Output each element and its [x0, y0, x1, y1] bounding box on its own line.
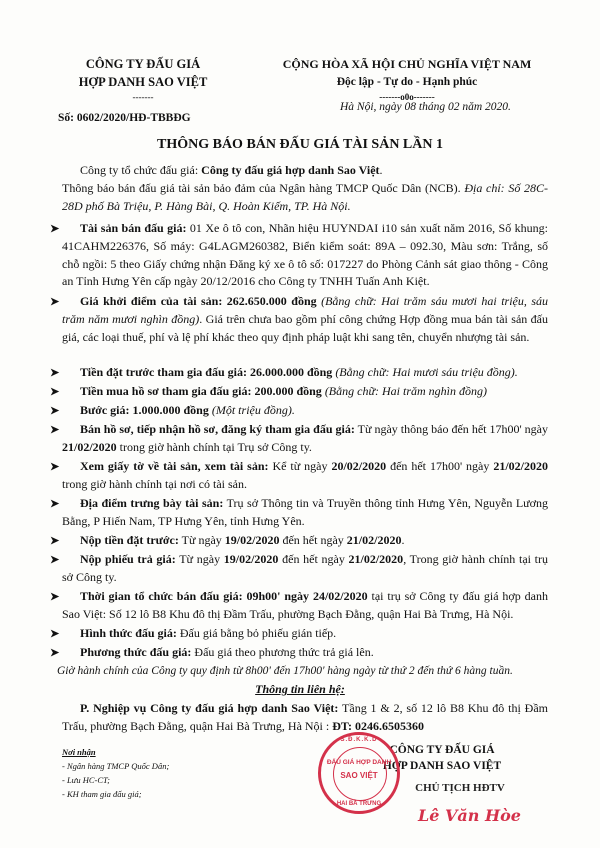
signature-company-line1: CÔNG TY ĐẤU GIÁ: [389, 744, 495, 756]
display-text: Trụ sở Thông tin và Truyền thông tỉnh Hưng Yên, Nguyễn Lương Bằng, P Hiến Nam, TP Hưng Yên, tỉnh Hưng Yên.: [62, 496, 548, 528]
bullet-arrow-icon: ➤: [50, 296, 60, 308]
notice-text: Thông báo bán đấu giá tài sản bảo đảm của Ngân hàng TMCP Quốc Dân (NCB).: [62, 180, 465, 195]
bid-text-1: Từ ngày: [175, 552, 224, 566]
signature-role: CHỦ TỊCH HĐTV: [415, 782, 505, 794]
document-date: Hà Nội, ngày 08 tháng 02 năm 2020.: [340, 101, 511, 113]
register-text-1: Từ ngày thông báo đến hết 17h00' ngày: [354, 422, 548, 436]
bullet-arrow-icon: ➤: [50, 461, 60, 473]
company-name-line2: HỢP DANH SAO VIỆT: [78, 75, 208, 89]
seal-ring-top: S.Đ.K.K.D: [340, 737, 378, 743]
org-prefix: Công ty tổ chức đấu giá:: [80, 163, 202, 177]
bullet-arrow-icon: ➤: [50, 647, 60, 659]
document-number: Số: 0602/2020/HĐ-TBBĐG: [58, 112, 191, 124]
seal-inner-line1: ĐẤU GIÁ HỢP DANH: [326, 759, 392, 766]
bid-text-3: , Trong giờ hành chính tại trụ sở Công ty.: [62, 552, 548, 584]
price-section: [62, 293, 548, 346]
recipient-item: - Lưu HC-CT;: [62, 775, 111, 785]
pay-date-1: 19/02/2020: [224, 533, 280, 547]
contact-paragraph: [62, 700, 548, 736]
pay-label: Nộp tiền đặt trước:: [80, 533, 179, 547]
view-text-1: Kể từ ngày: [268, 459, 332, 473]
register-text-2: trong giờ hành chính tại Trụ sở Công ty.: [116, 439, 312, 454]
bullet-arrow-icon: ➤: [50, 223, 60, 235]
step-label: Bước giá: 1.000.000 đồng: [80, 403, 209, 417]
display-label: Địa điểm trưng bày tài sản:: [80, 496, 224, 510]
bid-date-2: 21/02/2020: [348, 552, 404, 566]
step-section: [62, 402, 548, 420]
step-words: (Một triệu đồng).: [208, 403, 295, 417]
company-header: [58, 55, 228, 103]
org-suffix: .: [379, 163, 383, 177]
contact-heading: Thông tin liên hệ:: [255, 682, 345, 696]
company-seal: [318, 732, 400, 814]
bullet-arrow-icon: ➤: [50, 386, 60, 398]
recipient-item: - KH tham gia đấu giá;: [62, 789, 142, 799]
auction-time-text: tại trụ sở Công ty đấu giá hợp danh Sao Việt: Số 12 lô B8 Khu đô thị Đầm Trấu, phường Bạch Đằng, quận Hai Bà Trưng, Hà Nội.: [62, 589, 548, 621]
view-text-2: đến hết 17h00' ngày: [386, 459, 494, 473]
org-name: Công ty đấu giá hợp danh Sao Việt: [201, 163, 380, 177]
asset-text: 01 Xe ô tô con, Nhãn hiệu HUYNDAI i10 sản xuất năm 2016, Số khung: 41CAHM226376, Số máy: G4LAGM260382, Biển kiểm soát: 89A – 092.30, Màu sơn: Trắng, số chỗ ngồi: 5 theo Giấy chứng nhận Đăng ký xe ô tô số: 017227 do Phòng Cảnh sát giao thông - Công an Tỉnh Hưng Yên cấp ngày 20/12/2016 cho Công ty TNHH Tuấn Anh Kiệt.: [62, 221, 548, 289]
bid-date-1: 19/02/2020: [223, 552, 279, 566]
method-section: [62, 644, 548, 662]
bullet-arrow-icon: ➤: [50, 535, 60, 547]
view-text-3: trong giờ hành chính tại nơi có tài sản.: [62, 476, 247, 491]
document-title: THÔNG BÁO BÁN ĐẤU GIÁ TÀI SẢN LẦN 1: [156, 137, 443, 152]
register-date: 21/02/2020: [62, 439, 117, 454]
method-text: Đấu giá theo phương thức trả giá lên.: [191, 645, 374, 659]
bullet-arrow-icon: ➤: [50, 591, 60, 603]
form-text: Đấu giá bằng bỏ phiếu gián tiếp.: [176, 626, 337, 640]
contact-dept: P. Nghiệp vụ Công ty đấu giá hợp danh Sao Việt:: [80, 701, 339, 715]
seal-inner-line2: SAO VIỆT: [340, 771, 378, 780]
recipient-item: - Ngân hàng TMCP Quốc Dân;: [62, 761, 170, 771]
docfee-words: (Bằng chữ: Hai trăm nghìn đồng): [321, 384, 488, 398]
signature-name: Lê Văn Hòe: [418, 806, 521, 825]
pay-text-2: đến hết ngày: [279, 533, 347, 547]
recipients-block: [62, 745, 169, 801]
deposit-words: (Bằng chữ: Hai mươi sáu triệu đồng).: [332, 365, 518, 379]
asset-section: [62, 220, 548, 291]
bullet-arrow-icon: ➤: [50, 628, 60, 640]
header-ornament: -------o0o-------: [379, 92, 435, 102]
signature-company-line2: HỢP DANH SAO VIỆT: [382, 760, 502, 772]
header-separator: -------: [132, 92, 154, 102]
price-label: Giá khởi điểm của tài sản: 262.650.000 đồng: [80, 294, 317, 308]
view-section: [62, 458, 548, 494]
docfee-section: [62, 383, 548, 401]
company-name-line1: CÔNG TY ĐẤU GIÁ: [85, 57, 201, 71]
bullet-arrow-icon: ➤: [50, 498, 60, 510]
intro-paragraph: [62, 162, 548, 215]
recipients-heading: Nơi nhận: [62, 747, 96, 757]
pay-section: [62, 532, 548, 550]
bullet-arrow-icon: ➤: [50, 554, 60, 566]
national-motto-line1: CỘNG HÒA XÃ HỘI CHỦ NGHĨA VIỆT NAM: [282, 57, 532, 71]
bank-address: Địa chỉ: Số 28C-28D phố Bà Triệu, P. Hàng Bài, Q. Hoàn Kiếm, TP. Hà Nội.: [62, 180, 548, 213]
form-label: Hình thức đấu giá:: [80, 626, 177, 640]
national-motto-line2: Độc lập - Tự do - Hạnh phúc: [336, 76, 478, 88]
contact-phone: ĐT: 0246.6505360: [332, 718, 425, 733]
asset-label: Tài sản bán đấu giá:: [80, 221, 187, 235]
view-date-2: 21/02/2020: [493, 459, 548, 473]
bid-text-2: đến hết ngày: [278, 552, 349, 566]
docfee-label: Tiền mua hồ sơ tham gia đấu giá: 200.000 đồng: [80, 384, 322, 398]
pay-text-1: Từ ngày: [178, 533, 225, 547]
view-date-1: 20/02/2020: [331, 459, 387, 473]
deposit-section: [62, 364, 548, 382]
contact-address: Tầng 1 & 2, số 12 lô B8 Khu đô thị Đầm Trấu, phường Bạch Đằng, quận Hai Bà Trưng, Hà Nội :: [62, 701, 548, 733]
bid-section: [62, 551, 548, 587]
form-section: [62, 625, 548, 643]
auction-time-section: [62, 588, 548, 624]
bid-label: Nộp phiếu trả giá:: [80, 552, 176, 566]
national-header: [262, 55, 552, 103]
display-section: [62, 495, 548, 531]
pay-date-2: 21/02/2020: [346, 533, 402, 547]
seal-ring-bottom: HAI BÀ TRƯNG: [336, 801, 382, 807]
method-label: Phương thức đấu giá:: [80, 645, 192, 659]
pay-text-3: .: [401, 533, 405, 547]
office-hours-note: Giờ hành chính của Công ty quy định từ 8h00' đến 17h00' hàng ngày từ thứ 2 đến thứ 6 hàng tuần.: [57, 665, 513, 677]
register-label: Bán hồ sơ, tiếp nhận hồ sơ, đăng ký tham gia đấu giá:: [80, 422, 355, 436]
bullet-arrow-icon: ➤: [50, 424, 60, 436]
register-section: [62, 421, 548, 457]
price-text: . Giá trên chưa bao gồm phí công chứng Hợp đồng mua bán tài sản đấu giá, các loại thuế, phí và lệ phí khác theo quy định pháp luật khi sang tên, chuyển nhượng tài sản.: [62, 311, 548, 344]
bullet-arrow-icon: ➤: [50, 367, 60, 379]
auction-time-label: Thời gian tổ chức bán đấu giá: 09h00' ngày 24/02/2020: [80, 589, 368, 603]
view-label: Xem giấy tờ về tài sản, xem tài sản:: [80, 459, 269, 473]
deposit-label: Tiền đặt trước tham gia đấu giá: 26.000.000 đồng: [80, 365, 333, 379]
price-words: (Bằng chữ: Hai trăm sáu mươi hai triệu, sáu trăm năm mươi nghìn đồng): [62, 294, 548, 326]
bullet-arrow-icon: ➤: [50, 405, 60, 417]
